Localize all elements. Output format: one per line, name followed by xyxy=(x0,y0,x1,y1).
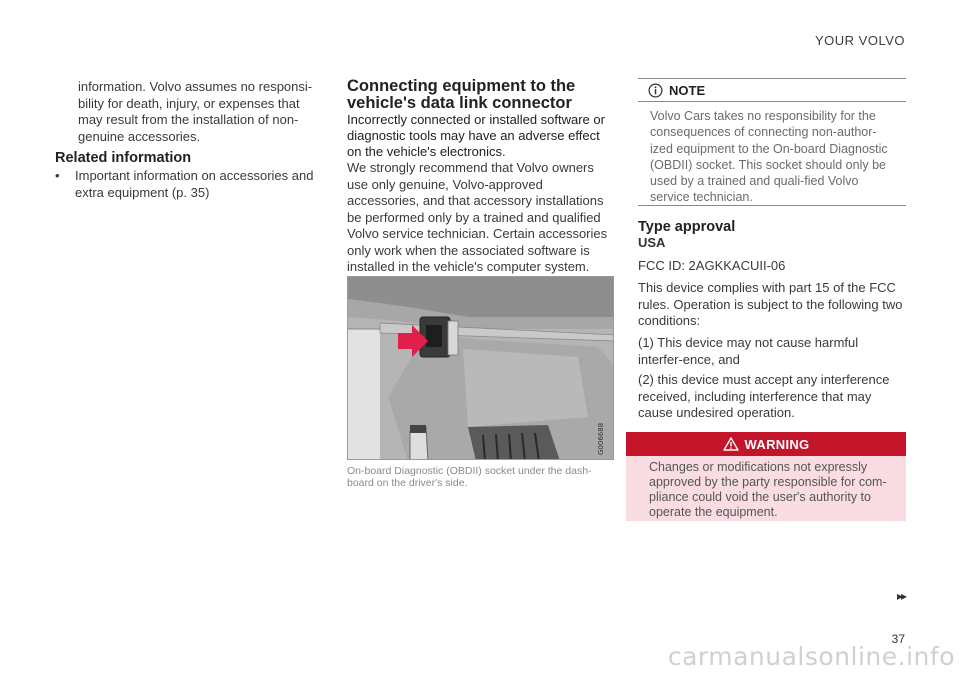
note-box xyxy=(638,78,906,206)
condition-2: (2) this device must accept any interference received, including interference that may cause undesired operation. xyxy=(638,372,890,420)
body-paragraph: We strongly recommend that Volvo owners use only genuine, Volvo-approved accessories, and that accessory installations be performed only by a trained and qualified Volvo service technician. Certain accessories only work when the associated software is installed in the vehicle's computer system. xyxy=(347,160,608,274)
warning-label: WARNING xyxy=(744,436,810,452)
fcc-id: FCC ID: 2AGKKACUII-06 xyxy=(638,258,786,273)
continued-paragraph: information. Volvo assumes no responsi-bility for death, injury, or expenses that may result from the installation of non-genuine accessories. xyxy=(78,79,313,144)
lead-paragraph: Incorrectly connected or installed software or diagnostic tools may have an adverse effect on the vehicle's electronics. xyxy=(347,112,605,159)
page-header-title: YOUR VOLVO xyxy=(814,33,905,48)
condition-1: (1) This device may not cause harmful interfer-ence, and xyxy=(638,335,859,367)
warning-text: Changes or modifications not expressly approved by the party responsible for com-pliance could void the user's authority to operate the equipment. xyxy=(626,456,906,521)
related-information-section xyxy=(55,150,317,201)
warning-header xyxy=(626,432,906,456)
obd-socket-illustration xyxy=(347,276,614,460)
page-number: 37 xyxy=(891,632,905,646)
compliance-paragraph: This device complies with part 15 of the FCC rules. Operation is subject to the following two conditions: xyxy=(638,280,903,328)
next-page-icon[interactable]: ▸▸ xyxy=(896,589,905,603)
watermark: carmanualsonline.info xyxy=(667,642,955,671)
dashboard-drawing xyxy=(348,277,614,460)
note-text: Volvo Cars takes no responsibility for the consequences of connecting non-author-ized equipment to the On-board Diagnostic (OBDII) socket. This socket should only be used by a trained and quali-fied Volvo service technician. xyxy=(650,109,888,205)
related-link[interactable]: Important information on accessories and extra equipment (p. 35) xyxy=(75,168,314,200)
list-item xyxy=(55,168,317,201)
warning-triangle-icon xyxy=(723,437,739,451)
related-information-heading: Related information xyxy=(55,150,192,166)
image-code: G006688 xyxy=(597,422,605,455)
region-label: USA xyxy=(638,235,666,250)
type-approval-heading: Type approval xyxy=(638,219,736,235)
image-caption: On-board Diagnostic (OBDII) socket under the dash-board on the driver's side. xyxy=(347,465,592,489)
warning-box xyxy=(626,432,906,521)
section-heading: Connecting equipment to the vehicle's data link connector xyxy=(347,77,576,112)
info-icon xyxy=(648,83,663,98)
note-label: NOTE xyxy=(669,82,706,98)
bullet-icon: • xyxy=(55,168,60,183)
note-header xyxy=(638,79,906,102)
